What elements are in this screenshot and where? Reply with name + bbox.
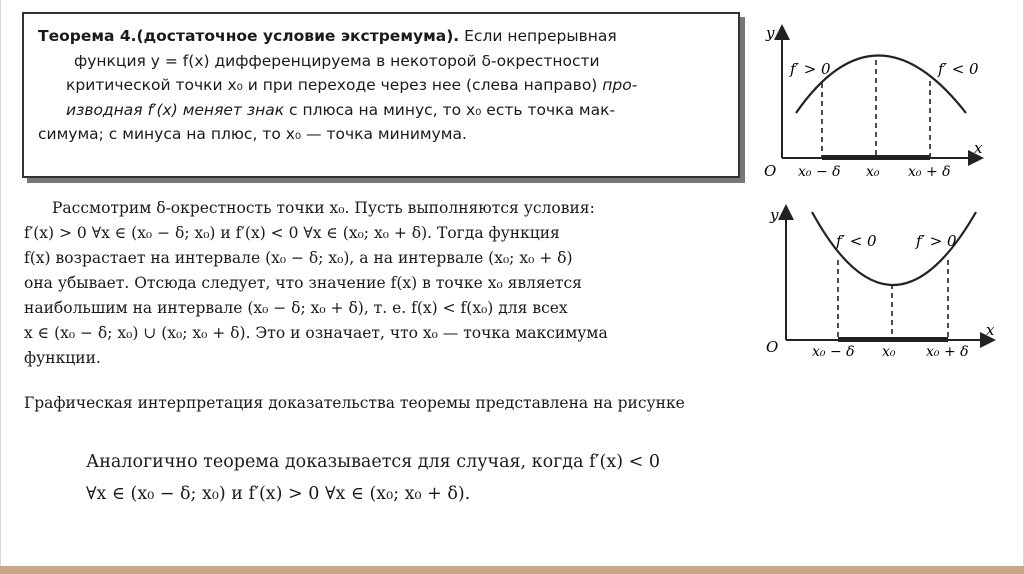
bottom-accent-band bbox=[0, 566, 1024, 574]
figure-caption: Графическая интерпретация доказательства теоремы представлена на рисунке bbox=[24, 394, 685, 412]
y-axis-label: y bbox=[770, 206, 779, 224]
theorem-line-2: функция y = f(x) дифференцируема в некоторой δ-окрестности bbox=[74, 51, 600, 70]
proof-line: она убывает. Отсюда следует, что значение f(x) в точке x₀ является bbox=[24, 274, 582, 292]
theorem-line-4: изводная f′(x) меняет знак с плюса на минус, то x₀ есть точка мак- bbox=[66, 100, 616, 119]
neighborhood-hatch bbox=[822, 155, 930, 160]
proof-line: Рассмотрим δ-окрестность точки x₀. Пусть выполняются условия: bbox=[52, 199, 595, 217]
tick-label: x₀ bbox=[882, 344, 896, 360]
theorem-line-5: симума; с минуса на плюс, то x₀ — точка минимума. bbox=[38, 125, 467, 143]
tick-label: x₀ + δ bbox=[926, 344, 969, 360]
proof-line: f(x) возрастает на интервале (x₀ − δ; x₀), а на интервале (x₀; x₀ + δ) bbox=[24, 249, 573, 267]
graph-maximum bbox=[752, 18, 992, 183]
origin-label: O bbox=[766, 338, 779, 356]
graph-minimum bbox=[752, 198, 1002, 363]
tick-label: x₀ bbox=[866, 164, 880, 180]
derivative-negative-label: f′ < 0 bbox=[836, 232, 877, 250]
theorem-box bbox=[22, 12, 740, 178]
theorem-line-3: критической точки x₀ и при переходе через нее (слева направо) про- bbox=[66, 76, 638, 94]
proof-line: x ∈ (x₀ − δ; x₀) ∪ (x₀; x₀ + δ). Это и означает, что x₀ — точка максимума bbox=[24, 324, 608, 342]
origin-label: O bbox=[764, 162, 777, 180]
proof-line: f′(x) > 0 ∀x ∈ (x₀ − δ; x₀) и f′(x) < 0 ∀x ∈ (x₀; x₀ + δ). Тогда функция bbox=[24, 224, 560, 242]
analog-line-2: ∀x ∈ (x₀ − δ; x₀) и f′(x) > 0 ∀x ∈ (x₀; x₀ + δ). bbox=[86, 484, 471, 504]
x-axis-label: x bbox=[986, 321, 995, 339]
derivative-positive-label: f′ > 0 bbox=[916, 232, 957, 250]
tick-label: x₀ + δ bbox=[908, 164, 951, 180]
theorem-title: Теорема 4.(достаточное условие экстремума). bbox=[38, 27, 460, 45]
proof-line: функции. bbox=[24, 349, 101, 367]
derivative-positive-label: f′ > 0 bbox=[790, 60, 831, 78]
neighborhood-hatch bbox=[838, 337, 948, 342]
tick-label: x₀ − δ bbox=[812, 344, 855, 360]
y-axis-label: y bbox=[766, 24, 775, 42]
analog-line-1: Аналогично теорема доказывается для случая, когда f′(x) < 0 bbox=[86, 452, 660, 472]
derivative-negative-label: f′ < 0 bbox=[938, 60, 979, 78]
x-axis-label: x bbox=[974, 139, 983, 157]
proof-line: наибольшим на интервале (x₀ − δ; x₀ + δ), т. е. f(x) < f(x₀) для всех bbox=[24, 299, 568, 317]
tick-label: x₀ − δ bbox=[798, 164, 841, 180]
analog-statement bbox=[86, 446, 660, 510]
theorem-line-1: Теорема 4.(достаточное условие экстремума). Если непрерывная bbox=[38, 27, 617, 45]
proof-paragraph bbox=[24, 196, 740, 371]
